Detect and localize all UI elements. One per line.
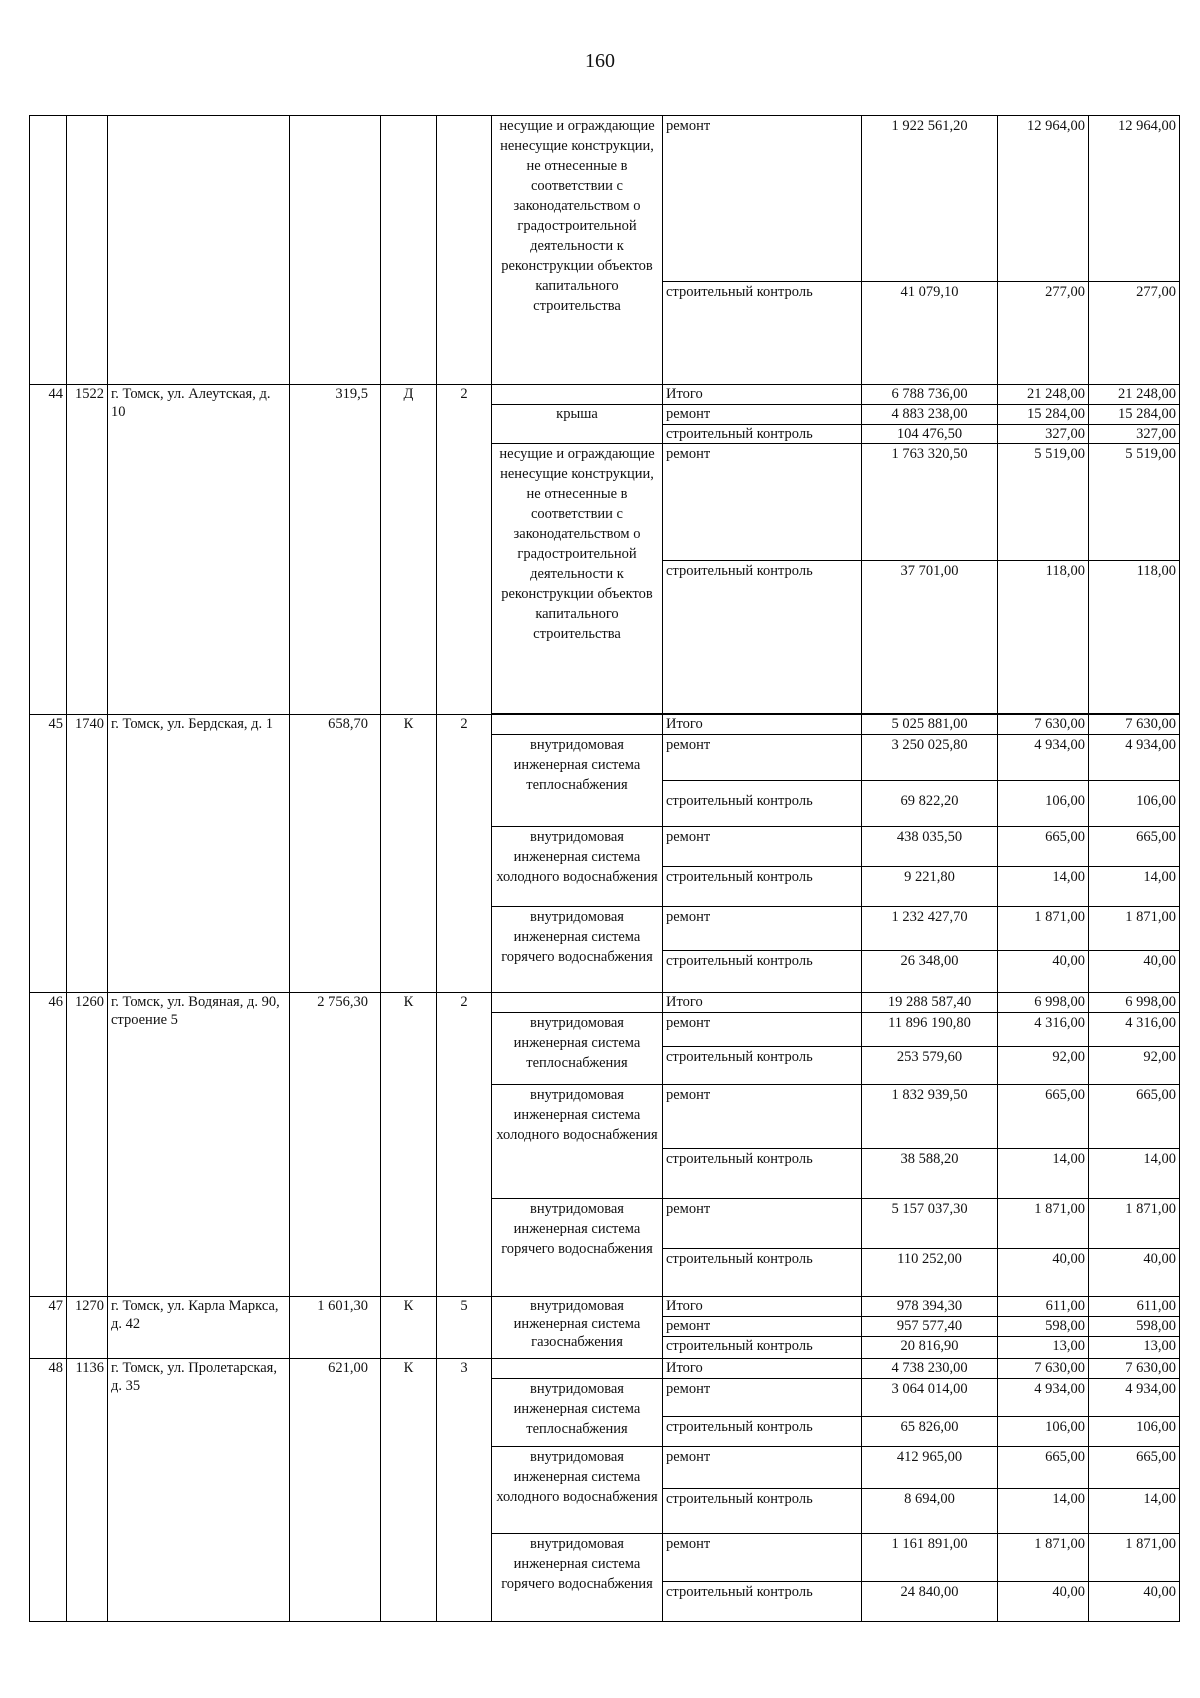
max-cost-cell: 1 871,00 [1089, 1199, 1180, 1249]
element-cell: несущие и ограждающие ненесущие конструкции, не отнесенные в соответствии с законодательством о градостроительной деятельности к реконструкции объектов капитального строительства [492, 116, 663, 385]
work-type-cell: строительный контроль [663, 1337, 862, 1359]
work-type-cell: строительный контроль [663, 781, 862, 827]
max-cost-cell: 15 284,00 [1089, 405, 1180, 425]
unit-cost-cell: 14,00 [998, 1489, 1089, 1534]
work-type-cell: Итого [663, 993, 862, 1013]
unit-cost-cell: 1 871,00 [998, 1534, 1089, 1582]
address-cell: г. Томск, ул. Алеутская, д. 10 [108, 385, 290, 715]
cost-cell: 8 694,00 [862, 1489, 998, 1534]
work-type-cell: ремонт [663, 405, 862, 425]
work-type-cell: ремонт [663, 907, 862, 951]
unit-cost-cell: 1 871,00 [998, 1199, 1089, 1249]
row-code: 1522 [67, 385, 108, 715]
work-type-cell: строительный контроль [663, 282, 862, 385]
table-row [30, 1297, 1180, 1317]
row-code: 1260 [67, 993, 108, 1297]
cost-cell: 5 157 037,30 [862, 1199, 998, 1249]
element-cell: внутридомовая инженерная система горячего водоснабжения [492, 907, 663, 993]
cost-cell: 65 826,00 [862, 1417, 998, 1447]
area-cell: 1 601,30 [290, 1297, 381, 1359]
max-cost-cell: 4 316,00 [1089, 1013, 1180, 1047]
cost-cell: 957 577,40 [862, 1317, 998, 1337]
type-cell: К [381, 1297, 437, 1359]
cost-cell: 1 832 939,50 [862, 1085, 998, 1149]
element-cell: внутридомовая инженерная система холодного водоснабжения [492, 1085, 663, 1199]
work-type-cell: строительный контроль [663, 951, 862, 993]
element-cell: крыша [492, 405, 663, 444]
element-cell: внутридомовая инженерная система теплоснабжения [492, 1379, 663, 1447]
element-cell: внутридомовая инженерная система горячего водоснабжения [492, 1199, 663, 1297]
unit-cost-cell: 15 284,00 [998, 405, 1089, 425]
cost-cell: 978 394,30 [862, 1297, 998, 1317]
cost-cell: 110 252,00 [862, 1249, 998, 1297]
row-number: 46 [30, 993, 67, 1297]
cost-cell: 5 025 881,00 [862, 715, 998, 735]
unit-cost-cell: 6 998,00 [998, 993, 1089, 1013]
cost-cell: 69 822,20 [862, 781, 998, 827]
max-cost-cell: 6 998,00 [1089, 993, 1180, 1013]
address-cell: г. Томск, ул. Пролетарская, д. 35 [108, 1359, 290, 1622]
work-type-cell: ремонт [663, 1379, 862, 1417]
row-number: 47 [30, 1297, 67, 1359]
element-cell: внутридомовая инженерная система газоснабжения [492, 1297, 663, 1359]
work-type-cell: Итого [663, 1297, 862, 1317]
max-cost-cell: 7 630,00 [1089, 1359, 1180, 1379]
max-cost-cell: 14,00 [1089, 1149, 1180, 1199]
cost-cell: 4 738 230,00 [862, 1359, 998, 1379]
unit-cost-cell: 7 630,00 [998, 715, 1089, 735]
element-cell: внутридомовая инженерная система теплоснабжения [492, 735, 663, 827]
cost-cell: 26 348,00 [862, 951, 998, 993]
unit-cost-cell: 106,00 [998, 781, 1089, 827]
unit-cost-cell: 4 316,00 [998, 1013, 1089, 1047]
element-cell: внутридомовая инженерная система холодного водоснабжения [492, 827, 663, 907]
work-type-cell: строительный контроль [663, 1489, 862, 1534]
work-type-cell: строительный контроль [663, 1417, 862, 1447]
cost-cell: 41 079,10 [862, 282, 998, 385]
element-cell [492, 1359, 663, 1379]
floors-cell: 3 [437, 1359, 492, 1622]
cost-cell: 412 965,00 [862, 1447, 998, 1489]
table-row [30, 1359, 1180, 1379]
work-type-cell: ремонт [663, 735, 862, 781]
area-cell: 2 756,30 [290, 993, 381, 1297]
work-type-cell: строительный контроль [663, 1249, 862, 1297]
type-cell: К [381, 993, 437, 1297]
area-cell: 658,70 [290, 715, 381, 993]
unit-cost-cell: 598,00 [998, 1317, 1089, 1337]
work-type-cell: Итого [663, 715, 862, 735]
unit-cost-cell: 611,00 [998, 1297, 1089, 1317]
unit-cost-cell: 327,00 [998, 425, 1089, 444]
unit-cost-cell: 40,00 [998, 1582, 1089, 1622]
element-cell [492, 385, 663, 405]
floors-cell: 5 [437, 1297, 492, 1359]
unit-cost-cell: 665,00 [998, 1447, 1089, 1489]
unit-cost-cell: 12 964,00 [998, 116, 1089, 282]
cost-cell: 37 701,00 [862, 561, 998, 714]
cost-cell: 253 579,60 [862, 1047, 998, 1085]
cost-cell: 24 840,00 [862, 1582, 998, 1622]
max-cost-cell: 118,00 [1089, 561, 1180, 714]
max-cost-cell: 106,00 [1089, 1417, 1180, 1447]
unit-cost-cell: 277,00 [998, 282, 1089, 385]
element-cell [492, 993, 663, 1013]
work-type-cell: Итого [663, 1359, 862, 1379]
max-cost-cell: 611,00 [1089, 1297, 1180, 1317]
element-cell: внутридомовая инженерная система теплоснабжения [492, 1013, 663, 1085]
max-cost-cell: 665,00 [1089, 1085, 1180, 1149]
work-type-cell: ремонт [663, 1199, 862, 1249]
element-cell: несущие и ограждающие ненесущие конструкции, не отнесенные в соответствии с законодательством о градостроительной деятельности к реконструкции объектов капитального строительства [492, 444, 663, 714]
unit-cost-cell: 21 248,00 [998, 385, 1089, 405]
cost-cell: 438 035,50 [862, 827, 998, 867]
row-code: 1136 [67, 1359, 108, 1622]
table-row [30, 715, 1180, 735]
unit-cost-cell: 40,00 [998, 1249, 1089, 1297]
table-row [30, 116, 1180, 282]
row-number: 44 [30, 385, 67, 715]
work-type-cell: ремонт [663, 1085, 862, 1149]
cost-cell: 3 064 014,00 [862, 1379, 998, 1417]
repair-table [29, 115, 1180, 1622]
max-cost-cell: 12 964,00 [1089, 116, 1180, 282]
max-cost-cell: 7 630,00 [1089, 715, 1180, 735]
element-cell [492, 715, 663, 735]
element-cell: внутридомовая инженерная система холодного водоснабжения [492, 1447, 663, 1534]
unit-cost-cell: 40,00 [998, 951, 1089, 993]
floors-cell: 2 [437, 993, 492, 1297]
work-type-cell: ремонт [663, 1447, 862, 1489]
cost-cell: 38 588,20 [862, 1149, 998, 1199]
max-cost-cell: 5 519,00 [1089, 444, 1180, 561]
max-cost-cell: 40,00 [1089, 1582, 1180, 1622]
row-number: 45 [30, 715, 67, 993]
area-cell: 621,00 [290, 1359, 381, 1622]
area-cell: 319,5 [290, 385, 381, 715]
unit-cost-cell: 13,00 [998, 1337, 1089, 1359]
cost-cell: 19 288 587,40 [862, 993, 998, 1013]
floors-cell: 2 [437, 715, 492, 993]
cost-cell: 9 221,80 [862, 867, 998, 907]
cost-cell: 3 250 025,80 [862, 735, 998, 781]
unit-cost-cell: 14,00 [998, 1149, 1089, 1199]
unit-cost-cell: 118,00 [998, 561, 1089, 714]
work-type-cell: ремонт [663, 116, 862, 282]
address-cell: г. Томск, ул. Водяная, д. 90, строение 5 [108, 993, 290, 1297]
max-cost-cell: 106,00 [1089, 781, 1180, 827]
work-type-cell: строительный контроль [663, 425, 862, 444]
unit-cost-cell: 5 519,00 [998, 444, 1089, 561]
row-number: 48 [30, 1359, 67, 1622]
unit-cost-cell: 1 871,00 [998, 907, 1089, 951]
work-type-cell: ремонт [663, 444, 862, 561]
cost-cell: 1 763 320,50 [862, 444, 998, 561]
page-number: 160 [585, 50, 615, 72]
element-cell: внутридомовая инженерная система горячего водоснабжения [492, 1534, 663, 1622]
row-code: 1740 [67, 715, 108, 993]
unit-cost-cell: 4 934,00 [998, 735, 1089, 781]
work-type-cell: Итого [663, 385, 862, 405]
type-cell: К [381, 1359, 437, 1622]
max-cost-cell: 598,00 [1089, 1317, 1180, 1337]
cost-cell: 1 161 891,00 [862, 1534, 998, 1582]
max-cost-cell: 92,00 [1089, 1047, 1180, 1085]
address-cell: г. Томск, ул. Бердская, д. 1 [108, 715, 290, 993]
row-code: 1270 [67, 1297, 108, 1359]
max-cost-cell: 14,00 [1089, 1489, 1180, 1534]
max-cost-cell: 1 871,00 [1089, 907, 1180, 951]
unit-cost-cell: 7 630,00 [998, 1359, 1089, 1379]
table-row [30, 993, 1180, 1013]
max-cost-cell: 21 248,00 [1089, 385, 1180, 405]
work-type-cell: ремонт [663, 1317, 862, 1337]
max-cost-cell: 4 934,00 [1089, 735, 1180, 781]
address-cell: г. Томск, ул. Карла Маркса, д. 42 [108, 1297, 290, 1359]
cost-cell: 4 883 238,00 [862, 405, 998, 425]
work-type-cell: ремонт [663, 1013, 862, 1047]
unit-cost-cell: 665,00 [998, 827, 1089, 867]
work-type-cell: ремонт [663, 1534, 862, 1582]
max-cost-cell: 13,00 [1089, 1337, 1180, 1359]
unit-cost-cell: 665,00 [998, 1085, 1089, 1149]
cost-cell: 1 922 561,20 [862, 116, 998, 282]
max-cost-cell: 277,00 [1089, 282, 1180, 385]
cost-cell: 20 816,90 [862, 1337, 998, 1359]
max-cost-cell: 1 871,00 [1089, 1534, 1180, 1582]
type-cell: К [381, 715, 437, 993]
cost-cell: 104 476,50 [862, 425, 998, 444]
work-type-cell: строительный контроль [663, 1149, 862, 1199]
work-type-cell: строительный контроль [663, 1582, 862, 1622]
max-cost-cell: 40,00 [1089, 951, 1180, 993]
cost-cell: 6 788 736,00 [862, 385, 998, 405]
type-cell: Д [381, 385, 437, 715]
work-type-cell: строительный контроль [663, 867, 862, 907]
max-cost-cell: 40,00 [1089, 1249, 1180, 1297]
max-cost-cell: 327,00 [1089, 425, 1180, 444]
work-type-cell: строительный контроль [663, 1047, 862, 1085]
floors-cell: 2 [437, 385, 492, 715]
cost-cell: 11 896 190,80 [862, 1013, 998, 1047]
unit-cost-cell: 4 934,00 [998, 1379, 1089, 1417]
max-cost-cell: 4 934,00 [1089, 1379, 1180, 1417]
max-cost-cell: 665,00 [1089, 827, 1180, 867]
unit-cost-cell: 14,00 [998, 867, 1089, 907]
table-row [30, 385, 1180, 405]
max-cost-cell: 14,00 [1089, 867, 1180, 907]
unit-cost-cell: 106,00 [998, 1417, 1089, 1447]
cost-cell: 1 232 427,70 [862, 907, 998, 951]
max-cost-cell: 665,00 [1089, 1447, 1180, 1489]
work-type-cell: ремонт [663, 827, 862, 867]
work-type-cell: строительный контроль [663, 561, 862, 714]
unit-cost-cell: 92,00 [998, 1047, 1089, 1085]
